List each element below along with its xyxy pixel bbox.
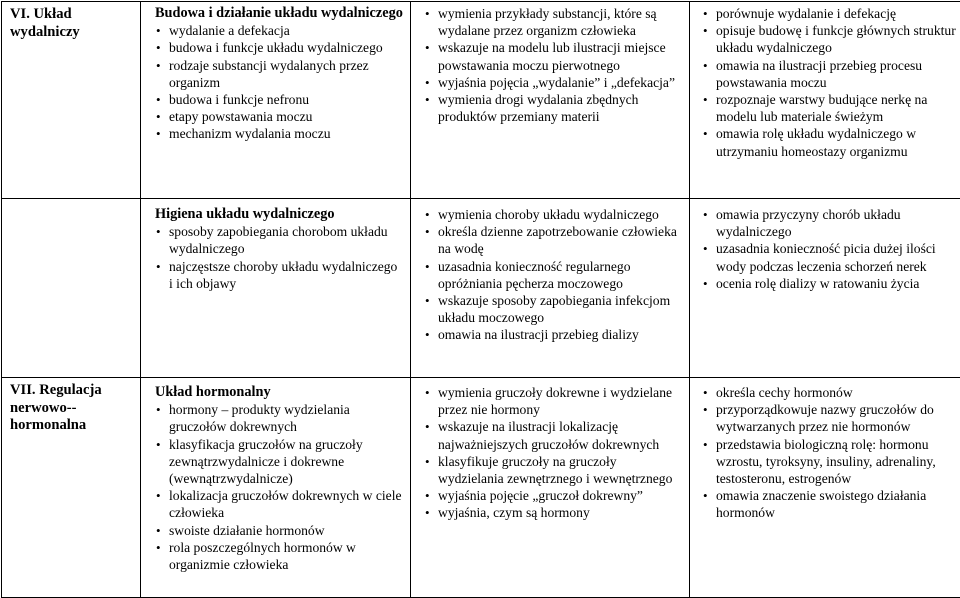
- section-cell: [2, 2, 141, 199]
- basic-requirements-cell: [411, 199, 690, 378]
- list-item: • wskazuje na modelu lub ilustracji miejsce powstawania moczu pierwotnego: [424, 39, 683, 73]
- list-item: • swoiste działanie hormonów: [155, 522, 404, 539]
- list-item: • wskazuje na ilustracji lokalizację najważniejszych gruczołów dokrewnych: [424, 418, 683, 452]
- topic-list: [155, 223, 404, 292]
- curriculum-table: [1, 1, 960, 598]
- extended-requirements-cell: [690, 378, 960, 598]
- list-item: • omawia przyczyny chorób układu wydalniczego: [702, 206, 960, 240]
- list-item: • najczęstsze choroby układu wydalniczego i ich objawy: [155, 258, 404, 292]
- list-item: • budowa i funkcje nefronu: [155, 91, 404, 108]
- list-item: • omawia na ilustracji przebieg dializy: [424, 326, 683, 343]
- list-item: • wyjaśnia pojęcia „wydalanie” i „defekacja”: [424, 74, 683, 91]
- list-item: • wymienia choroby układu wydalniczego: [424, 206, 683, 223]
- list-item: • wymienia przykłady substancji, które są wydalane przez organizm człowieka: [424, 5, 683, 39]
- list-item: • klasyfikacja gruczołów na gruczoły zewnątrzwydalnicze i dokrewne (wewnątrzwydalnicze): [155, 436, 404, 488]
- table-row: [2, 378, 960, 598]
- list-item: • wydalanie a defekacja: [155, 22, 404, 39]
- list-item: • uzasadnia konieczność regularnego opróżniania pęcherza moczowego: [424, 258, 683, 292]
- extended-requirements-cell: [690, 2, 960, 199]
- extended-list: [702, 5, 960, 160]
- section-title: VI. Układ wydalniczy: [10, 6, 80, 40]
- list-item: • opisuje budowę i funkcje głównych struktur układu wydalniczego: [702, 22, 960, 56]
- basic-list: [424, 206, 683, 344]
- list-item: • określa cechy hormonów: [702, 384, 960, 401]
- list-item: • określa dzienne zapotrzebowanie człowieka na wodę: [424, 223, 683, 257]
- extended-requirements-cell: [690, 199, 960, 378]
- list-item: • sposoby zapobiegania chorobom układu wydalniczego: [155, 223, 404, 257]
- basic-list: [424, 384, 683, 522]
- extended-list: [702, 384, 960, 522]
- list-item: • przyporządkowuje nazwy gruczołów do wytwarzanych przez nie hormonów: [702, 401, 960, 435]
- basic-list: [424, 5, 683, 125]
- list-item: • wyjaśnia, czym są hormony: [424, 504, 683, 521]
- list-item: • omawia na ilustracji przebieg procesu powstawania moczu: [702, 57, 960, 91]
- list-item: • omawia znaczenie swoistego działania hormonów: [702, 487, 960, 521]
- table-row: [2, 2, 960, 199]
- basic-requirements-cell: [411, 378, 690, 598]
- list-item: • etapy powstawania moczu: [155, 108, 404, 125]
- extended-list: [702, 206, 960, 292]
- list-item: • rozpoznaje warstwy budujące nerkę na modelu lub materiale świeżym: [702, 91, 960, 125]
- topic-title: Układ hormonalny: [155, 384, 404, 401]
- list-item: • porównuje wydalanie i defekację: [702, 5, 960, 22]
- list-item: • przedstawia biologiczną rolę: hormonu wzrostu, tyroksyny, insuliny, adrenaliny, testosteronu, estrogenów: [702, 436, 960, 488]
- list-item: • mechanizm wydalania moczu: [155, 125, 404, 142]
- topic-title: Higiena układu wydalniczego: [155, 206, 404, 223]
- list-item: • ocenia rolę dializy w ratowaniu życia: [702, 275, 960, 292]
- topic-list: [155, 22, 404, 142]
- topic-cell: [141, 199, 411, 378]
- list-item: • klasyfikuje gruczoły na gruczoły wydzielania zewnętrznego i wewnętrznego: [424, 453, 683, 487]
- section-title: VII. Regulacja nerwowo--hormonalna: [10, 382, 102, 433]
- list-item: • wymienia drogi wydalania zbędnych produktów przemiany materii: [424, 91, 683, 125]
- list-item: • wyjaśnia pojęcie „gruczoł dokrewny”: [424, 487, 683, 504]
- list-item: • rodzaje substancji wydalanych przez organizm: [155, 57, 404, 91]
- topic-title: Budowa i działanie układu wydalniczego: [155, 5, 404, 22]
- basic-requirements-cell: [411, 2, 690, 199]
- list-item: • uzasadnia konieczność picia dużej ilości wody podczas leczenia schorzeń nerek: [702, 240, 960, 274]
- table-row: [2, 199, 960, 378]
- list-item: • rola poszczególnych hormonów w organizmie człowieka: [155, 539, 404, 573]
- section-cell: [2, 199, 141, 378]
- topic-list: [155, 401, 404, 573]
- list-item: • omawia rolę układu wydalniczego w utrzymaniu homeostazy organizmu: [702, 125, 960, 159]
- topic-cell: [141, 378, 411, 598]
- section-cell: [2, 378, 141, 598]
- list-item: • wskazuje sposoby zapobiegania infekcjom układu moczowego: [424, 292, 683, 326]
- list-item: • wymienia gruczoły dokrewne i wydzielane przez nie hormony: [424, 384, 683, 418]
- topic-cell: [141, 2, 411, 199]
- list-item: • hormony – produkty wydzielania gruczołów dokrewnych: [155, 401, 404, 435]
- list-item: • lokalizacja gruczołów dokrewnych w ciele człowieka: [155, 487, 404, 521]
- list-item: • budowa i funkcje układu wydalniczego: [155, 39, 404, 56]
